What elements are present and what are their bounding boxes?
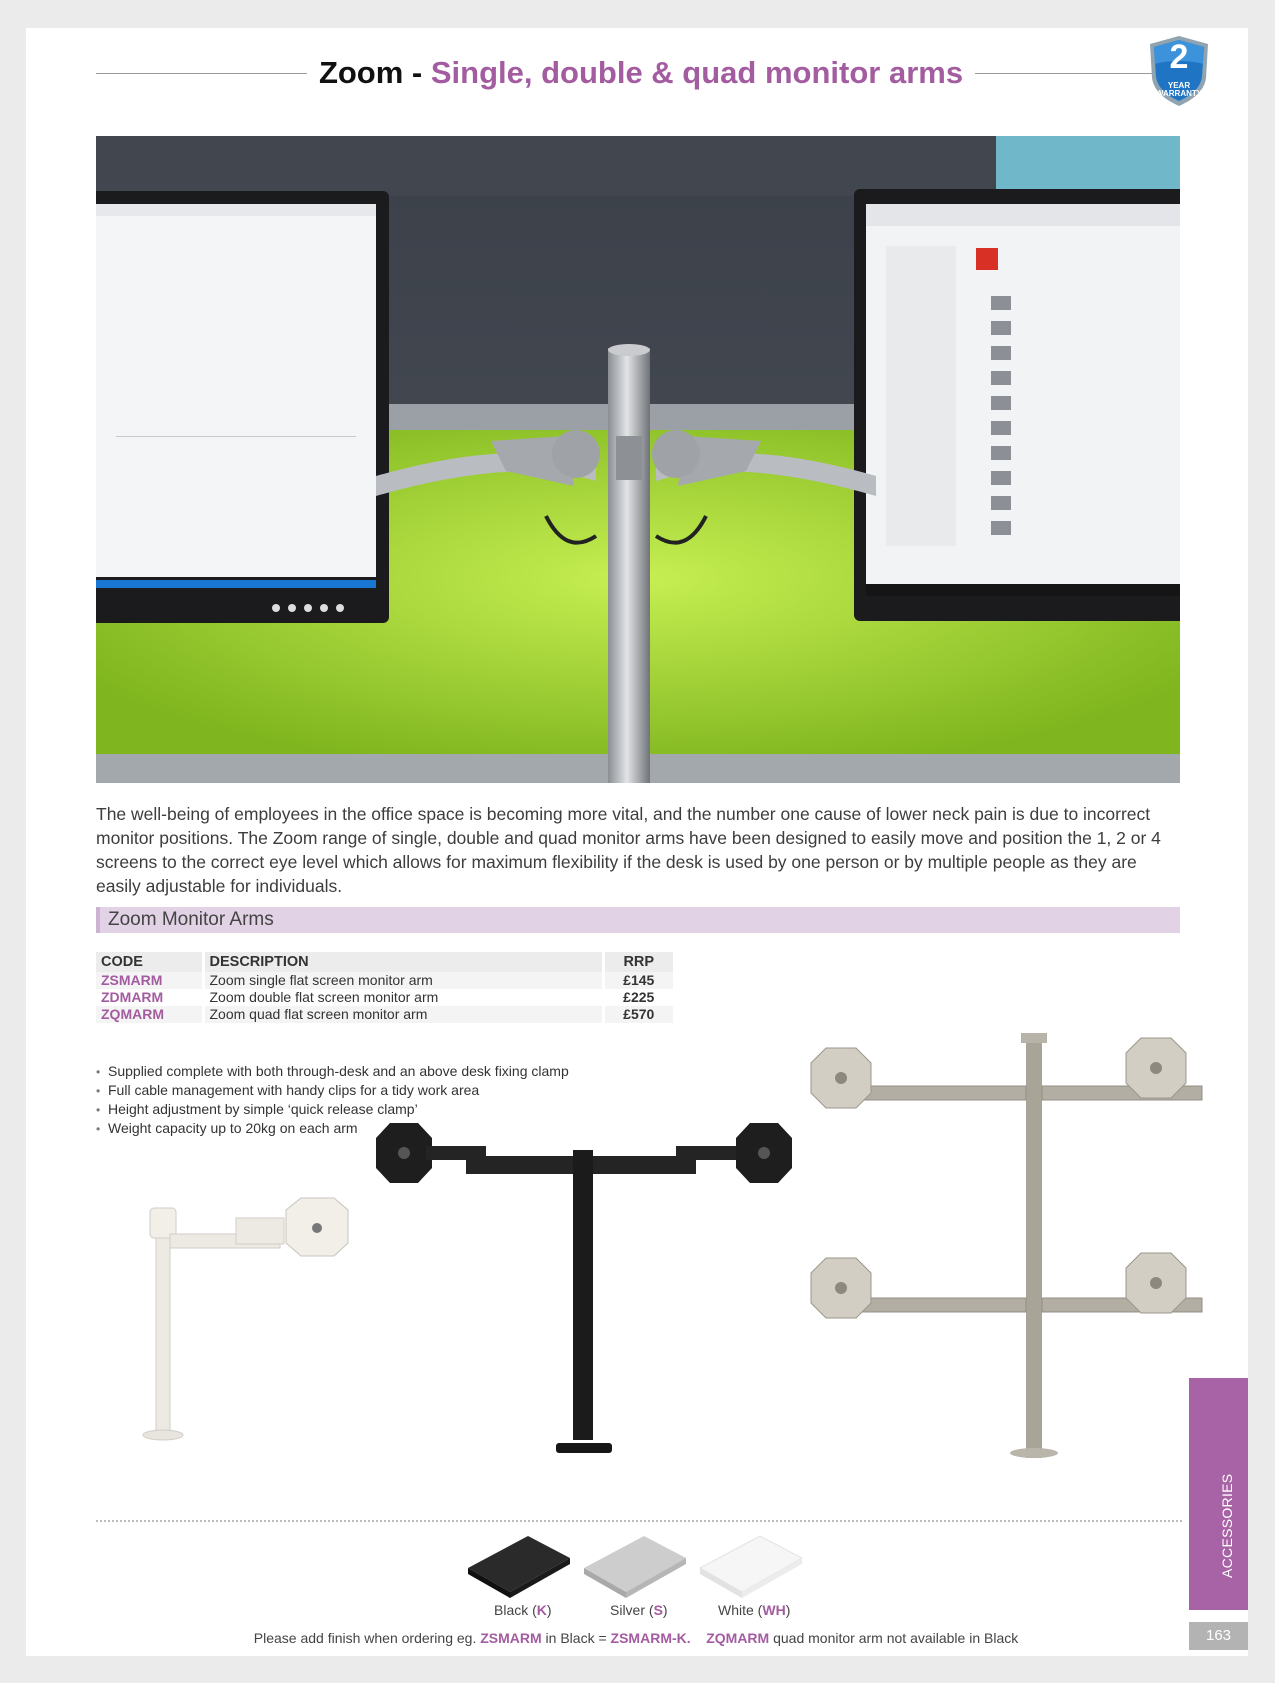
- accessories-tab: [1189, 1378, 1248, 1610]
- note-code: ZSMARM: [480, 1630, 542, 1646]
- finish-code: WH: [762, 1602, 786, 1618]
- page-title: [307, 55, 975, 91]
- swatch-white: [698, 1532, 808, 1600]
- note-text: quad monitor arm not available in Black: [769, 1630, 1019, 1646]
- note-text: in Black =: [541, 1630, 611, 1646]
- page-number: 163: [1189, 1622, 1248, 1650]
- section-title: Zoom Monitor Arms: [96, 907, 1180, 933]
- product-table: [96, 952, 676, 1023]
- catalog-page: [26, 28, 1248, 1656]
- product-description: Zoom single flat screen monitor arm: [203, 972, 603, 989]
- warranty-line2: WARRANTY: [1155, 89, 1203, 98]
- finish-code: S: [653, 1602, 663, 1618]
- product-code: ZSMARM: [96, 972, 203, 989]
- warranty-number: 2: [1169, 38, 1189, 76]
- title-rule-left: [96, 73, 307, 74]
- title-row: [96, 50, 1186, 96]
- col-header-rrp: RRP: [603, 952, 675, 972]
- title-main: Single, double & quad monitor arms: [430, 55, 964, 90]
- swatch-label-white: White (WH): [718, 1602, 791, 1618]
- note-code: ZSMARM-K.: [610, 1630, 691, 1646]
- col-header-code: CODE: [96, 952, 203, 972]
- finish-name: White: [718, 1602, 754, 1618]
- monitor-arm-photo: [96, 136, 1180, 783]
- feature-item: • Height adjustment by simple ‘quick release clamp’: [96, 1100, 569, 1119]
- feature-item: • Weight capacity up to 20kg on each arm: [96, 1119, 569, 1138]
- swatch-label-black: Black (K): [494, 1602, 552, 1618]
- note-text: Please add finish when ordering eg.: [253, 1630, 481, 1646]
- divider: [96, 1520, 1182, 1522]
- warranty-badge: [1146, 34, 1212, 108]
- warranty-text: [1146, 82, 1212, 98]
- finish-name: Black: [494, 1602, 529, 1618]
- quad-arm-image: [806, 1028, 1226, 1468]
- swatch-silver: [582, 1532, 692, 1600]
- col-header-description: DESCRIPTION: [203, 952, 603, 972]
- note-code: ZQMARM: [706, 1630, 770, 1646]
- finish-name: Silver: [610, 1602, 646, 1618]
- table-row: [96, 989, 675, 1006]
- single-arm-image: [136, 1188, 376, 1448]
- product-code: ZDMARM: [96, 989, 203, 1006]
- product-price: £570: [603, 1006, 675, 1023]
- feature-item: • Full cable management with handy clips for a tidy work area: [96, 1081, 569, 1100]
- intro-paragraph: The well-being of employees in the office space is becoming more vital, and the number one cause of lower neck pain is due to incorrect monitor positions. The Zoom range of single, double and quad monitor arms have been designed to easily move and position the 1, 2 or 4 screens to the correct eye level which allows for maximum flexibility if the desk is used by one person or by multiple people as they are easily adjustable for individuals.: [96, 804, 1161, 896]
- feature-item: • Supplied complete with both through-desk and an above desk fixing clamp: [96, 1062, 569, 1081]
- product-price: £225: [603, 989, 675, 1006]
- finish-code: K: [536, 1602, 547, 1618]
- table-row: [96, 972, 675, 989]
- ordering-note: [96, 1630, 1176, 1646]
- warranty-line1: YEAR: [1167, 81, 1191, 90]
- product-code: ZQMARM: [96, 1006, 203, 1023]
- hero-photo: [96, 136, 1180, 783]
- product-price: £145: [603, 972, 675, 989]
- title-prefix: Zoom -: [318, 55, 431, 90]
- swatch-label-silver: Silver (S): [610, 1602, 668, 1618]
- accessories-label: ACCESSORIES: [1219, 1473, 1235, 1578]
- table-header-row: [96, 952, 675, 972]
- swatch-black: [466, 1532, 576, 1600]
- double-arm-image: [366, 1118, 796, 1468]
- table-row: [96, 1006, 675, 1023]
- note-spacer: [691, 1630, 707, 1646]
- product-description: Zoom double flat screen monitor arm: [203, 989, 603, 1006]
- product-description: Zoom quad flat screen monitor arm: [203, 1006, 603, 1023]
